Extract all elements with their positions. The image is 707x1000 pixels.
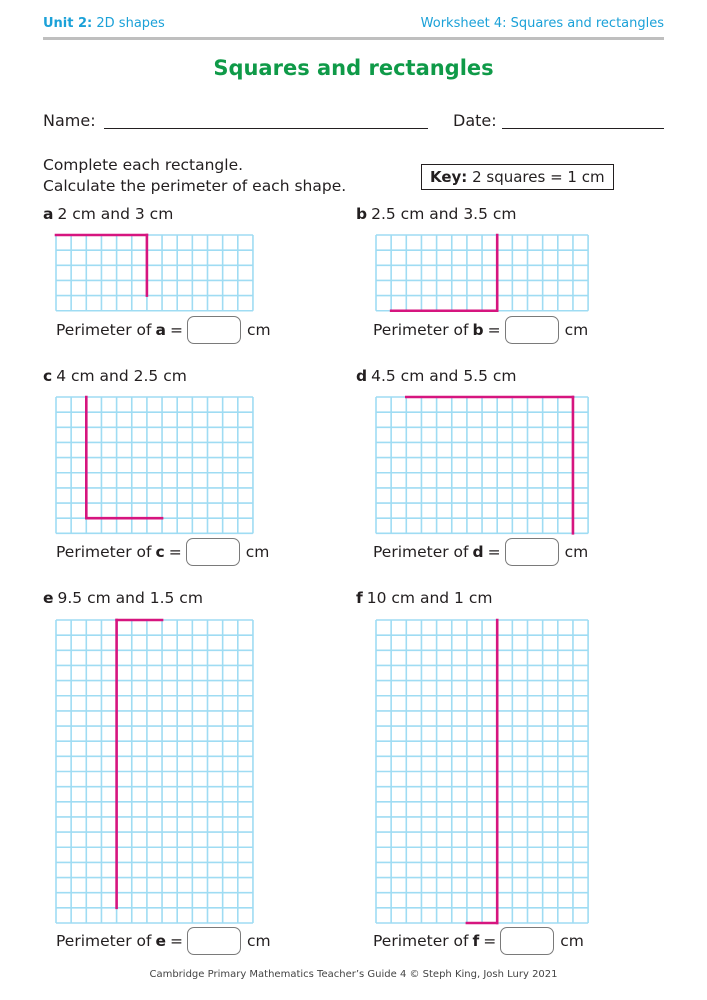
perimeter-letter: b xyxy=(472,321,484,339)
answer-box-c[interactable] xyxy=(186,538,240,566)
worksheet-header: Worksheet 4: Squares and rectangles xyxy=(420,16,664,31)
grid-f[interactable] xyxy=(376,620,588,923)
perimeter-letter: c xyxy=(155,543,165,561)
perimeter-f-row xyxy=(373,927,584,955)
perimeter-letter: f xyxy=(472,932,480,950)
grid-b[interactable] xyxy=(376,235,588,311)
unit-label: cm xyxy=(560,932,584,950)
equals-sign: = xyxy=(483,932,497,950)
instruction-line: Complete each rectangle. xyxy=(43,156,244,174)
perimeter-label: Perimeter of xyxy=(56,932,152,950)
question-dims: 4.5 cm and 5.5 cm xyxy=(371,367,517,385)
perimeter-letter: e xyxy=(155,932,167,950)
instruction-line: Calculate the perimeter of each shape. xyxy=(43,177,347,195)
answer-box-a[interactable] xyxy=(187,316,241,344)
grid-c[interactable] xyxy=(56,397,253,533)
perimeter-label: Perimeter of xyxy=(373,932,469,950)
perimeter-c-row xyxy=(56,538,269,566)
equals-sign: = xyxy=(168,543,182,561)
perimeter-label: Perimeter of xyxy=(56,543,152,561)
unit-title: 2D shapes xyxy=(92,16,165,31)
question-letter: d xyxy=(356,367,368,385)
perimeter-e-row xyxy=(56,927,271,955)
question-letter: f xyxy=(356,589,363,607)
question-letter: a xyxy=(43,205,54,223)
key-text: 2 squares = 1 cm xyxy=(467,168,605,186)
grid-d[interactable] xyxy=(376,397,588,533)
copyright-footer: Cambridge Primary Mathematics Teacher’s Guide 4 © Steph King, Josh Lury 2021 xyxy=(149,969,558,980)
name-label: Name: xyxy=(43,111,96,130)
perimeter-label: Perimeter of xyxy=(56,321,152,339)
unit-number: Unit 2: xyxy=(43,16,93,31)
unit-label: cm xyxy=(564,321,589,339)
question-letter: e xyxy=(43,589,54,607)
unit-label: cm xyxy=(564,543,589,561)
perimeter-label: Perimeter of xyxy=(373,321,469,339)
unit-label: cm xyxy=(245,543,270,561)
perimeter-label: Perimeter of xyxy=(373,543,469,561)
question-dims: 2 cm and 3 cm xyxy=(57,205,174,223)
perimeter-a-row xyxy=(56,316,271,344)
page-title: Squares and rectangles xyxy=(213,56,494,80)
unit-label: cm xyxy=(247,932,271,950)
answer-box-f[interactable] xyxy=(500,927,554,955)
unit-label: cm xyxy=(246,321,271,339)
perimeter-letter: a xyxy=(155,321,166,339)
perimeter-b-row xyxy=(373,316,588,344)
question-dims: 9.5 cm and 1.5 cm xyxy=(57,589,203,607)
question-letter: c xyxy=(43,367,53,385)
key-label: Key: xyxy=(430,168,468,186)
question-letter: b xyxy=(356,205,368,223)
answer-box-e[interactable] xyxy=(187,927,241,955)
perimeter-letter: d xyxy=(472,543,484,561)
perimeter-d-row xyxy=(373,538,588,566)
grid-e[interactable] xyxy=(56,620,253,923)
question-dims: 4 cm and 2.5 cm xyxy=(56,367,187,385)
date-label: Date: xyxy=(453,111,497,130)
answer-box-d[interactable] xyxy=(505,538,559,566)
question-dims: 10 cm and 1 cm xyxy=(366,589,493,607)
equals-sign: = xyxy=(487,321,501,339)
equals-sign: = xyxy=(170,932,184,950)
question-dims: 2.5 cm and 3.5 cm xyxy=(371,205,517,223)
equals-sign: = xyxy=(487,543,501,561)
answer-box-b[interactable] xyxy=(505,316,559,344)
equals-sign: = xyxy=(169,321,183,339)
grid-a[interactable] xyxy=(56,235,253,311)
